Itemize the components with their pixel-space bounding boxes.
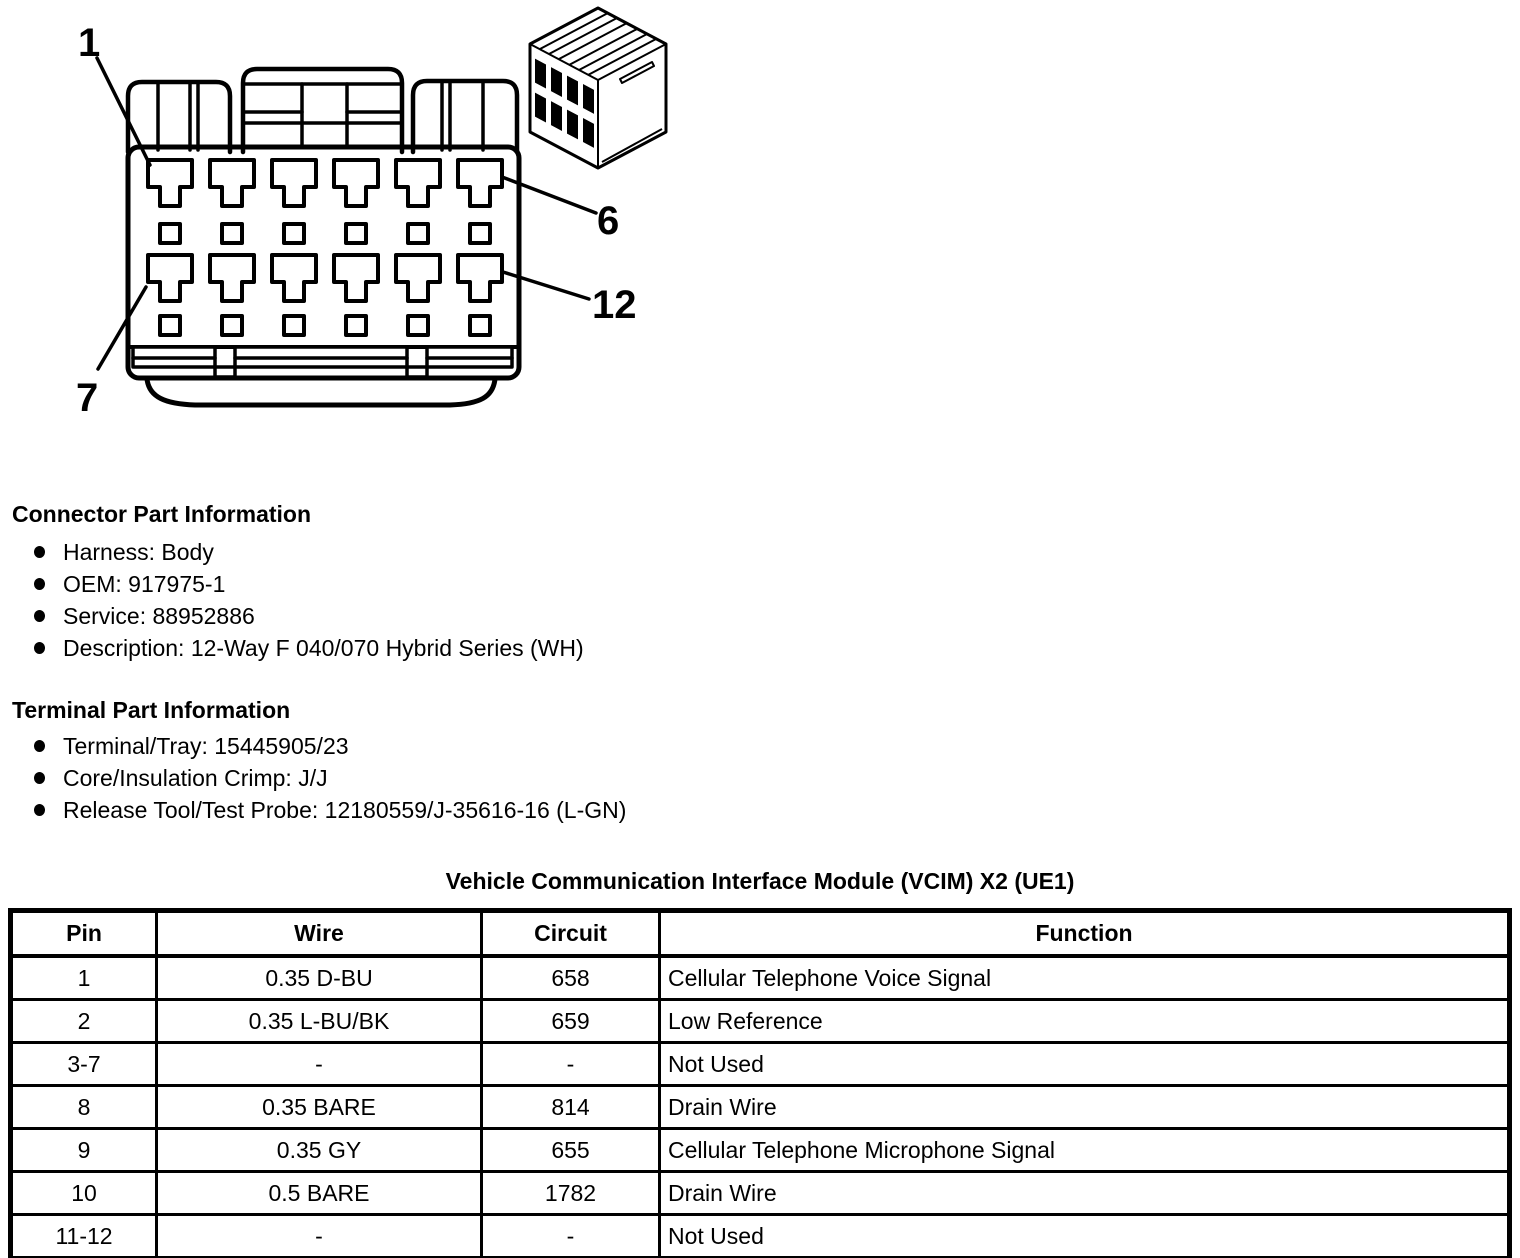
- bottom-shelf: [130, 347, 517, 377]
- bullet-icon: [34, 610, 45, 622]
- table-cell: 8: [11, 1086, 157, 1129]
- list-item: [0, 604, 584, 628]
- table-cell: 0.35 GY: [157, 1129, 482, 1172]
- table-cell: -: [482, 1043, 660, 1086]
- table-row: [11, 1000, 1510, 1043]
- terminal-part-info-heading: Terminal Part Information: [12, 697, 291, 724]
- table-cell: 814: [482, 1086, 660, 1129]
- connector-part-info-list: [0, 540, 584, 668]
- pinout-table-title: Vehicle Communication Interface Module (VCIM) X2 (UE1): [445, 868, 1075, 894]
- bullet-icon: [34, 642, 45, 654]
- bullet-icon: [34, 804, 45, 816]
- table-cell: 1782: [482, 1172, 660, 1215]
- list-item-text: Harness: Body: [63, 539, 214, 565]
- center-latch: [243, 69, 402, 152]
- table-header-row: [11, 911, 1510, 957]
- list-item-text: OEM: 917975-1: [63, 571, 226, 597]
- index-squares-row-b: [160, 316, 490, 335]
- bottom-skirt: [147, 379, 495, 405]
- terminal-cavities-top-row: [148, 160, 502, 206]
- table-cell: Cellular Telephone Voice Signal: [660, 956, 1510, 1000]
- table-cell: 0.35 L-BU/BK: [157, 1000, 482, 1043]
- list-item: [0, 572, 584, 596]
- list-item-text: Description: 12-Way F 040/070 Hybrid Series (WH): [63, 635, 584, 661]
- list-item: [0, 734, 626, 758]
- table-cell: 11-12: [11, 1215, 157, 1258]
- list-item: [0, 636, 584, 660]
- table-cell: -: [482, 1215, 660, 1258]
- list-item: [0, 766, 626, 790]
- table-row: [11, 1043, 1510, 1086]
- bullet-icon: [34, 740, 45, 752]
- table-cell: -: [157, 1043, 482, 1086]
- table-cell: Drain Wire: [660, 1086, 1510, 1129]
- terminal-cavities-bottom-row: [148, 255, 502, 301]
- table-cell: 9: [11, 1129, 157, 1172]
- column-header-function: Function: [660, 911, 1510, 957]
- connector-diagram: [0, 0, 760, 430]
- table-cell: Cellular Telephone Microphone Signal: [660, 1129, 1510, 1172]
- callout-line-6: [502, 177, 596, 213]
- pinout-table: [8, 908, 1512, 1258]
- table-row: [11, 956, 1510, 1000]
- connector-part-info-heading: Connector Part Information: [12, 501, 312, 528]
- callout-line-12: [503, 272, 589, 299]
- connector-front-view: [97, 58, 596, 405]
- column-header-pin: Pin: [11, 911, 157, 957]
- column-header-wire: Wire: [157, 911, 482, 957]
- list-item-text: Terminal/Tray: 15445905/23: [63, 733, 349, 759]
- callout-label-12: 12: [592, 283, 637, 327]
- table-cell: 3-7: [11, 1043, 157, 1086]
- table-row: [11, 1086, 1510, 1129]
- column-header-circuit: Circuit: [482, 911, 660, 957]
- table-cell: Not Used: [660, 1215, 1510, 1258]
- table-cell: 2: [11, 1000, 157, 1043]
- callout-line-1: [97, 58, 150, 165]
- table-cell: Drain Wire: [660, 1172, 1510, 1215]
- table-cell: 0.35 D-BU: [157, 956, 482, 1000]
- connector-perspective-view: [530, 8, 666, 168]
- table-row: [11, 1215, 1510, 1258]
- table-cell: 0.35 BARE: [157, 1086, 482, 1129]
- table-cell: 659: [482, 1000, 660, 1043]
- terminal-part-info-list: [0, 734, 626, 830]
- top-left-tab: [128, 82, 230, 152]
- table-cell: -: [157, 1215, 482, 1258]
- bullet-icon: [34, 578, 45, 590]
- table-row: [11, 1129, 1510, 1172]
- index-squares-row-a: [160, 224, 490, 243]
- top-right-tab: [413, 81, 517, 152]
- table-cell: 655: [482, 1129, 660, 1172]
- table-cell: 10: [11, 1172, 157, 1215]
- table-cell: 1: [11, 956, 157, 1000]
- table-cell: Not Used: [660, 1043, 1510, 1086]
- callout-label-7: 7: [76, 376, 99, 420]
- callout-label-1: 1: [78, 21, 101, 65]
- callout-label-6: 6: [597, 199, 620, 243]
- table-cell: 658: [482, 956, 660, 1000]
- bullet-icon: [34, 772, 45, 784]
- table-cell: 0.5 BARE: [157, 1172, 482, 1215]
- list-item-text: Service: 88952886: [63, 603, 255, 629]
- list-item-text: Release Tool/Test Probe: 12180559/J-35616-16 (L-GN): [63, 797, 627, 823]
- list-item: [0, 540, 584, 564]
- bullet-icon: [34, 546, 45, 558]
- table-cell: Low Reference: [660, 1000, 1510, 1043]
- list-item-text: Core/Insulation Crimp: J/J: [63, 765, 328, 791]
- list-item: [0, 798, 626, 822]
- table-row: [11, 1172, 1510, 1215]
